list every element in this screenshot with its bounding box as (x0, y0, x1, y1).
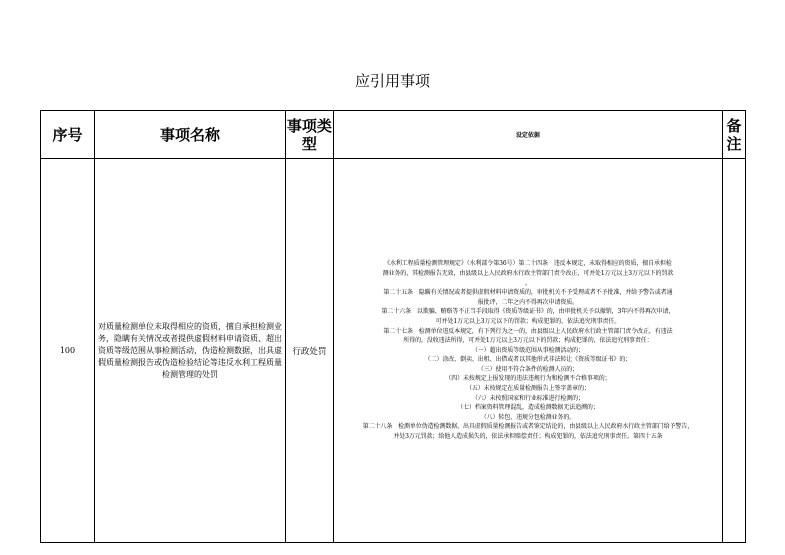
page-title: 应引用事项 (354, 72, 430, 90)
header-type: 事项类型 (286, 111, 334, 159)
basis-line: （一）超出资质等级范围从事检测活动的； (471, 346, 584, 354)
header-name: 事项名称 (94, 111, 285, 159)
table-row (41, 159, 746, 543)
cell-note (723, 159, 746, 543)
basis-line: （三）使用不符合条件的检测人员的； (477, 365, 579, 373)
header-basis: 设定依据 (333, 111, 722, 159)
header-note: 备注 (723, 111, 746, 159)
basis-line: （二）涂改、倒卖、出租、出借或者以其他形式非法转让《资质等级证书》的； (424, 356, 632, 364)
basis-line: （八）转包、违规分包检测业务的。 (480, 413, 576, 421)
basis-line: （六）未按照国家和行业标准进行检测的； (471, 394, 584, 402)
basis-line: 并处3万元罚款；给他人造成损失的，依法承担赔偿责任；构成犯罪的，依法追究刑事责任。第四十五条 (393, 433, 663, 441)
basis-line: 可并处1万元以上3万元以下的罚款；构成犯罪的，依法追究刑事责任。 (435, 317, 621, 325)
basis-line: 第二十八条 检测单位伪造检测数据，出具虚假质量检测报告或者鉴定结论的，由县级以上人民政府水行政主管部门给予警告， (362, 423, 694, 431)
basis-line: （四）未按规定上报发现的违法违规行为和检测不合格事项的； (445, 375, 611, 383)
cell-name: 对质量检测单位未取得相应的资质，擅自承担检测业务，隐瞒有关情况或者提供虚假材料申请资质、超出资质等级范围从事检测活动，伪造检测数据，出具虚假质量检测报告或伪造检验结论等违反水利工程质量检测管理的处罚 (94, 159, 285, 543)
basis-line: 测业务的，其检测报告无效，由县级以上人民政府水行政主管部门责令改正，可并处1万元以上3万元以下的罚款 (382, 269, 674, 277)
basis-line: 。 (524, 279, 531, 287)
basis-line: 所得的，没收违法所得，可并处1万元以上3万元以下的罚款；构成犯罪的，依法追究刑事责任： (403, 337, 653, 345)
table-header-row (41, 111, 746, 159)
basis-text (340, 259, 716, 441)
header-no: 序号 (41, 111, 95, 159)
basis-line: （五）未按规定在质量检测报告上签字盖章的； (465, 385, 590, 393)
cell-type: 行政处罚 (286, 159, 334, 543)
basis-line: （七）档案资料管理混乱，造成检测数据无法追溯的； (457, 404, 599, 412)
items-table (40, 110, 746, 543)
basis-line: 第二十七条 检测单位违反本规定，有下列行为之一的，由县级以上人民政府水行政主管部门责令改正，有违法 (383, 327, 673, 335)
basis-line: 《水利工程质量检测管理规定》（水利部令第36号）第二十四条 违反本规定，未取得相应的资质，擅自承担检 (384, 260, 672, 268)
basis-line: 第二十六条 以欺骗、贿赂等不正当手段取得《资质等级证书》的，由审批机关予以撤销，3年内不得再次申请， (381, 308, 675, 316)
basis-line: 第二十五条 隐瞒有关情况或者提供虚假材料申请资质的，审批机关不予受理或者不予批准，并给予警告或者通 (383, 289, 673, 297)
cell-no: 100 (41, 159, 95, 543)
cell-basis (333, 159, 722, 543)
basis-line: 报批评，二年之内不得再次申请资质。 (477, 298, 579, 306)
